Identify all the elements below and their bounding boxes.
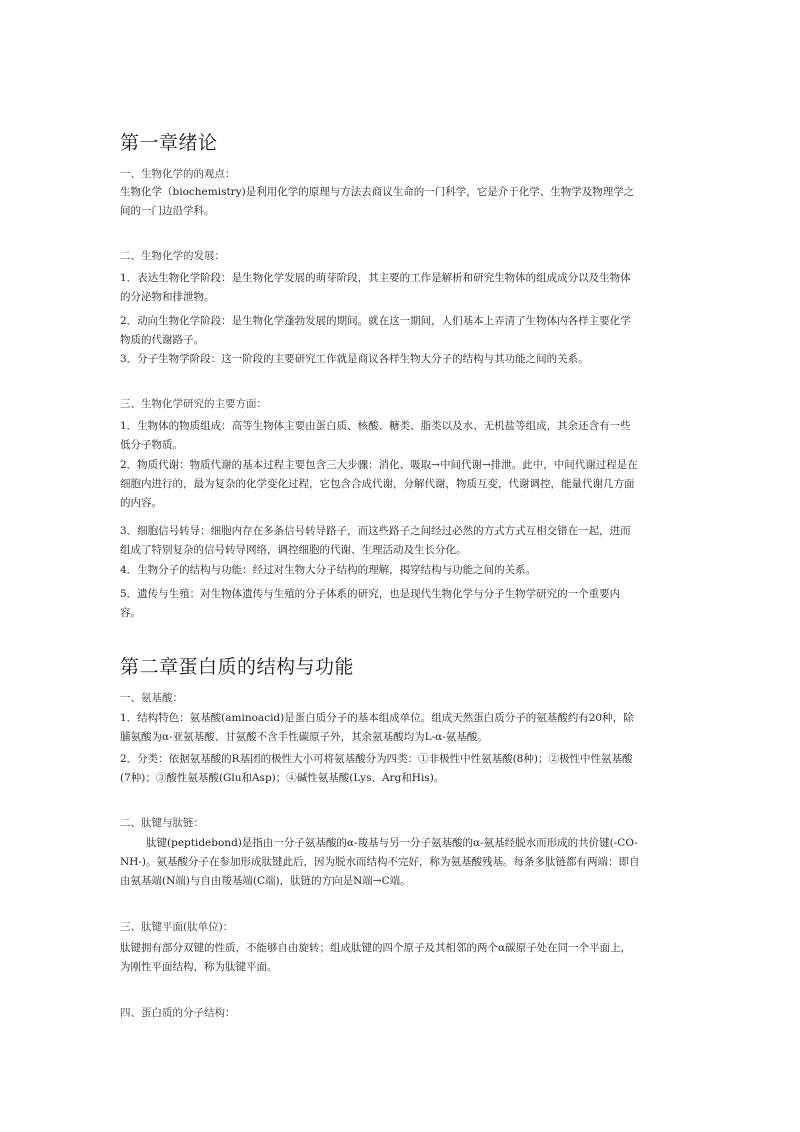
ch1-section3-item1: 1．生物体的物质组成：高等生物体主要由蛋白质、核酸、糖类、脂类以及水、无机盐等组成，其余还含有一些低分子物质。	[120, 420, 631, 451]
ch2-section1-item1: 1．结构特色：氨基酸(aminoacid)是蛋白质分子的基本组成单位。组成天然蛋白质分子的氨基酸约有20种，除脯氨酸为α-亚氨基酸、甘氨酸不含手性碳原子外，其余氨基酸均为L-α-氨基酸。	[120, 712, 634, 743]
ch2-section3-paragraph: 肽键拥有部分双键的性质，不能够自由旋转；组成肽键的四个原子及其相邻的两个α碳原子处在同一个平面上，为刚性平面结构，称为肽键平面。	[120, 942, 632, 973]
ch1-section2-item3: 3．分子生物学阶段：这一阶段的主要研究工作就是商议各样生物大分子的结构与其功能之间的关系。	[120, 353, 589, 365]
ch2-section4-heading: 四、蛋白质的分子结构：	[120, 1007, 236, 1019]
ch1-section1-heading: 一、生物化学的的观点：	[120, 168, 236, 180]
ch2-section3-heading: 三、肽键平面(肽单位)：	[120, 921, 234, 933]
ch1-section2-item2: 2．动向生物化学阶段：是生物化学蓬勃发展的期间。就在这一期间，人们基本上弄清了生物体内各样主要化学物质的代谢路子。	[120, 315, 631, 346]
ch2-section1-heading: 一、氨基酸：	[120, 692, 183, 704]
ch1-section3-item5: 5．遗传与生殖：对生物体遗传与生殖的分子体系的研究，也是现代生物化学与分子生物学研究的一个重要内容。	[120, 588, 621, 619]
ch1-section3-item4: 4．生物分子的结构与功能：经过对生物大分子结构的理解，揭穿结构与功能之间的关系。	[120, 564, 537, 576]
chapter2-title: 第二章蛋白质的结构与功能	[120, 656, 355, 678]
ch1-section3-item3: 3．细胞信号转导：细胞内存在多条信号转导路子，而这些路子之间经过必然的方式方式互相交错在一起，进而组成了特别复杂的信号转导网络，调控细胞的代谢、生理活动及生长分化。	[120, 525, 631, 556]
ch2-section1-item2: 2．分类：依据氨基酸的R基团的极性大小可将氨基酸分为四类：①非极性中性氨基酸(8种)；②极性中性氨基酸(7种)；③酸性氨基酸(Glu和Asp)；④碱性氨基酸(Lys、Arg和His)。	[120, 753, 633, 784]
ch1-section1-paragraph: 生物化学（biochemistry)是利用化学的原理与方法去商议生命的一门科学，它是介于化学、生物学及物理学之间的一门边沿学科。	[120, 186, 635, 217]
ch1-section3-item2: 2．物质代谢：物质代谢的基本过程主要包含三大步骤：消化、吸取→中间代谢→排泄。此中，中间代谢过程是在细胞内进行的，最为复杂的化学变化过程，它包含合成代谢，分解代谢，物质互变，代谢调控，能量代谢几方面的内容。	[120, 459, 638, 509]
ch1-section2-heading: 二、生物化学的发展：	[120, 250, 225, 262]
ch2-section2-heading: 二、肽键与肽链：	[120, 817, 204, 829]
chapter1-title: 第一章绪论	[120, 132, 218, 154]
ch1-section2-item1: 1．表达生物化学阶段：是生物化学发展的萌芽阶段，其主要的工作是解析和研究生物体的组成成分以及生物体的分泌物和排泄物。	[120, 272, 631, 303]
ch2-section2-paragraph: 肽键(peptidebond)是指由一分子氨基酸的α-羧基与另一分子氨基酸的α-氨基经脱水而形成的共价键(-CO-NH-)。氨基酸分子在参加形成肽键此后，因为脱水而结构不完好，称为氨基酸残基。每条多肽链都有两端：即自由氨基端(N端)与自由羧基端(C端)，肽链的方向是N端→C端。	[120, 837, 640, 887]
ch1-section3-heading: 三、生物化学研究的主要方面：	[120, 398, 267, 410]
